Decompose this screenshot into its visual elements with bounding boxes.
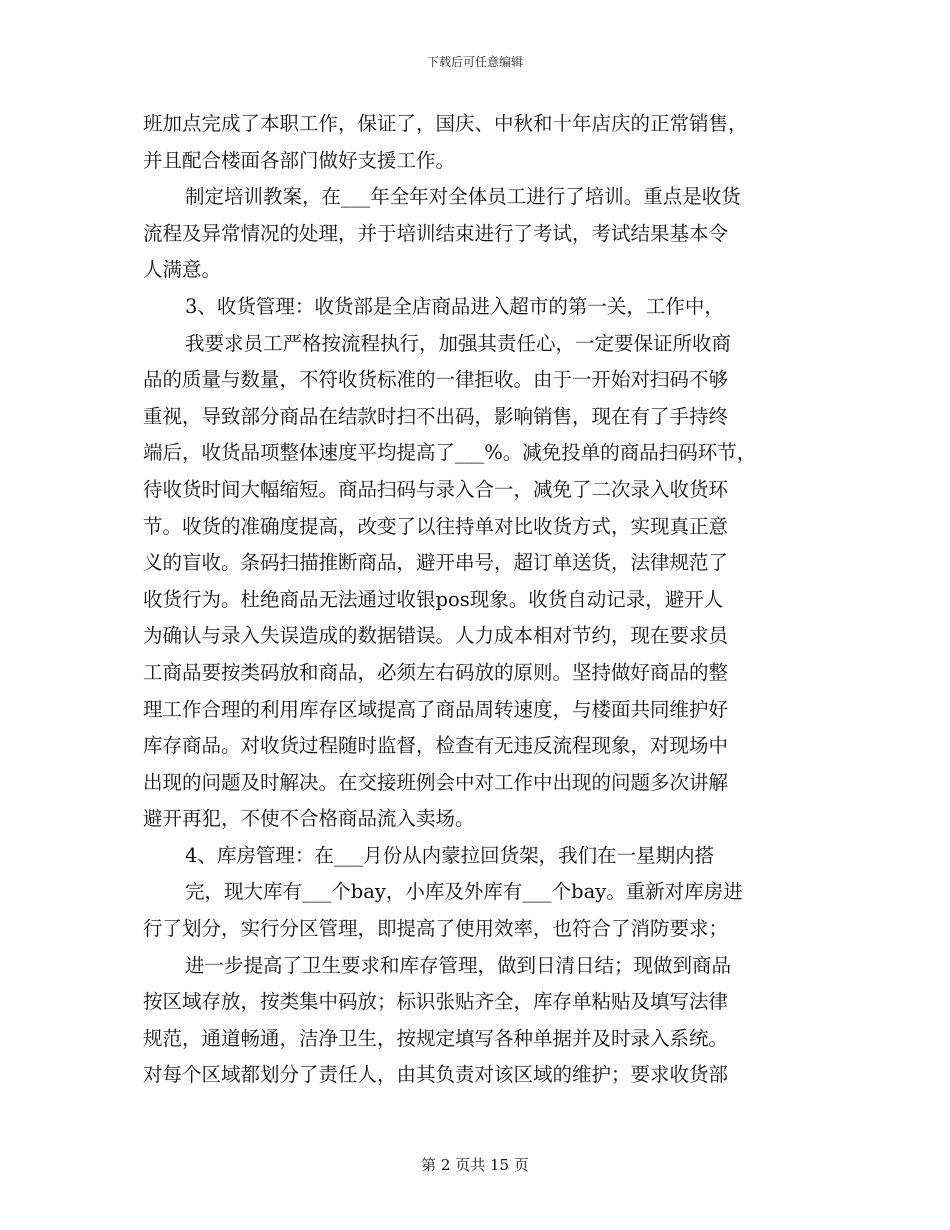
text-line: 4、库房管理：在___月份从内蒙拉回货架，我们在一星期内搭: [185, 843, 715, 867]
text-line: 人满意。: [143, 258, 222, 282]
text-line: 流程及异常情况的处理，并于培训结束进行了考试，考试结果基本令: [143, 221, 729, 245]
text-line: 我要求员工严格按流程执行，加强其责任心，一定要保证所收商: [185, 331, 732, 355]
page-footer: 第 2 页共 15 页: [421, 1156, 529, 1174]
text-line: 对每个区域都划分了责任人，由其负责对该区域的维护；要求收货部: [143, 1063, 729, 1087]
text-line: 行了划分，实行分区管理，即提高了使用效率，也符合了消防要求；: [143, 917, 729, 941]
text-line: 避开再犯，不使不合格商品流入卖场。: [143, 807, 475, 831]
text-line: 节。收货的准确度提高，改变了以往持单对比收货方式，实现真正意: [143, 514, 729, 538]
text-line: 工商品要按类码放和商品，必须左右码放的原则。坚持做好商品的整: [143, 660, 729, 684]
text-line: 并且配合楼面各部门做好支援工作。: [143, 148, 456, 172]
text-line: 进一步提高了卫生要求和库存管理，做到日清日结；现做到商品: [185, 953, 732, 977]
text-line: 待收货时间大幅缩短。商品扫码与录入合一，减免了二次录入收货环: [143, 477, 729, 501]
text-line: 品的质量与数量，不符收货标准的一律拒收。由于一开始对扫码不够: [143, 368, 729, 392]
text-line: 按区域存放，按类集中码放；标识张贴齐全，库存单粘贴及填写法律: [143, 990, 729, 1014]
text-line: 完，现大库有___个bay，小库及外库有___个bay。重新对库房进: [185, 880, 743, 904]
text-line: 端后，收货品项整体速度平均提高了___%。减免投单的商品扫码环节，: [143, 441, 757, 465]
text-line: 重视，导致部分商品在结款时扫不出码，影响销售，现在有了手持终: [143, 404, 729, 428]
text-line: 理工作合理的利用库存区域提高了商品周转速度，与楼面共同维护好: [143, 697, 729, 721]
text-line: 库存商品。对收货过程随时监督，检查有无违反流程现象，对现场中: [143, 734, 729, 758]
text-line: 收货行为。杜绝商品无法通过收银pos现象。收货自动记录，避开人: [143, 587, 724, 611]
document-body: [143, 106, 803, 1094]
text-line: 制定培训教案，在___年全年对全体员工进行了培训。重点是收货: [185, 185, 741, 209]
text-line: 班加点完成了本职工作，保证了，国庆、中秋和十年店庆的正常销售，: [143, 112, 748, 135]
text-line: 规范，通道畅通，洁净卫生，按规定填写各种单据并及时录入系统。: [143, 1026, 729, 1050]
text-line: 出现的问题及时解决。在交接班例会中对工作中出现的问题多次讲解: [143, 770, 729, 794]
text-line: 3、收货管理：收货部是全店商品进入超市的第一关，工作中，: [185, 294, 724, 318]
page-header: 下载后可任意编辑: [426, 55, 523, 69]
text-line: 义的盲收。条码扫描推断商品，避开串号，超订单送货，法律规范了: [143, 551, 729, 575]
text-line: 为确认与录入失误造成的数据错误。人力成本相对节约，现在要求员: [143, 624, 729, 648]
